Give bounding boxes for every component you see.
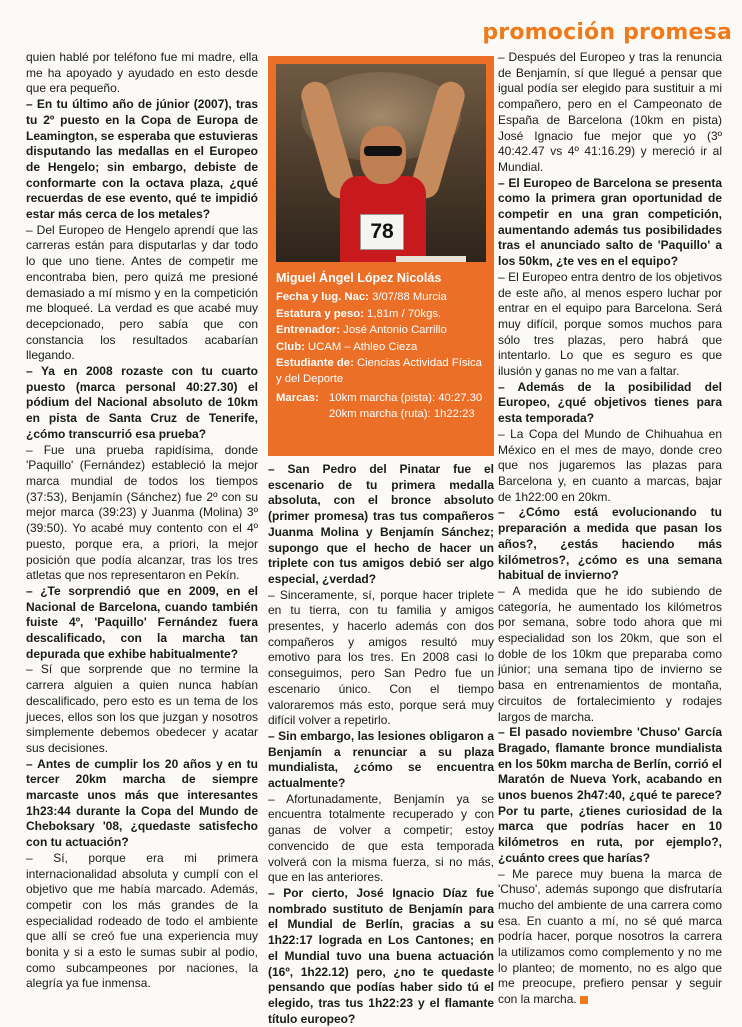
interview-answer: quien hablé por teléfono fue mi madre, ella me ha apoyado y ayudado en esto desde que era pequeño.: [26, 50, 258, 96]
interview-question: – Además de la posibilidad del Europeo, ¿qué objetivos tienes para esta temporada?: [498, 379, 722, 426]
profile-row-value: UCAM – Athleo Cieza: [308, 340, 418, 353]
athlete-profile-box: [268, 56, 494, 456]
interview-question: – San Pedro del Pinatar fue el escenario de tu primera medalla absoluta, con el bronce absoluto (primer promesa) tras tus compañeros Juanma Molina y Benjamín Sánchez; supongo que el hecho de hacer un triplete con tus amigos debió ser algo especial, ¿verdad?: [268, 462, 494, 586]
interview-answer: – Sí, porque era mi primera internacionalidad absoluta y cumplí con el objetivo que me había marcado. Además, competir con los más grandes de la especialidad rodeado de todo el ambiente que allí se creó fue una experiencia muy bonita y si a esto le sumas subir al podio, como subcampeones por naciones, la alegría ya fue inmensa.: [26, 850, 258, 991]
profile-row: [276, 289, 488, 305]
profile-row-label: Club:: [276, 340, 305, 353]
text-column-2: [268, 462, 494, 1027]
interview-question: – En tu último año de júnior (2007), tras tu 2º puesto en la Copa de Europa de Leamington, se esperaba que estuvieras disputando las medallas en el Europeo de Hengelo; sin embargo, debiste de conformarte con la octava plaza, ¿qué recuerdas de ese evento, qué te impidió estar más cerca de los metales?: [26, 97, 258, 222]
interview-question: – Antes de cumplir los 20 años y en tu tercer 20km marcha de siempre marcaste unos más que interesantes 1h23:44 durante la Copa del Mundo de Cheboksary '08, ¿quedaste satisfecho con tu actuación?: [26, 756, 258, 850]
profile-row-value: 3/07/88 Murcia: [372, 291, 447, 304]
text-column-1: [26, 50, 258, 992]
profile-row: [276, 339, 488, 355]
profile-row-label: Entrenador:: [276, 324, 341, 337]
profile-row-label: Estudiante de:: [276, 357, 354, 370]
interview-answer: – Me parece muy buena la marca de 'Chuso', además supongo que disfrutaría mucho del ambiente de una carrera como esa. En cuanto a mí, no sé qué marca podría hacer, porque nosotros la carrera la utilizamos como complemento y no me lo planteo; de momento, no es algo que me preocupe, prefiero pensar y seguir con la marcha.: [498, 866, 722, 1007]
interview-answer: – Del Europeo de Hengelo aprendí que las carreras están para disputarlas y dar todo lo que uno tiene. Antes de competir me encontraba bien, pero quizá me presioné demasiado a mí mismo y en la competición me bloqueé. La verdad es que acabé muy decepcionado, pero sabía que con constancia los resultados acabarían llegando.: [26, 222, 258, 363]
personal-mark: 20km marcha (ruta): 1h22:23: [329, 408, 475, 421]
profile-row-value: José Antonio Carrillo: [343, 324, 447, 337]
interview-question: – Ya en 2008 rozaste con tu cuarto puesto (marca personal 40:27.30) el pódium del Nacional absoluto de 10km en pista de Santa Cruz de Tenerife, ¿cómo transcurrió esa prueba?: [26, 364, 258, 441]
interview-answer: – A medida que he ido subiendo de categoría, he aumentado los kilómetros por semana, sobre todo ahora que mi especialidad son los 20km, que son el doble de los 10km que preparaba como júnior; una semana tipo de invierno se basa en entrenamientos de montaña, circuitos de fortalecimiento y rodajes largos de marcha.: [498, 583, 722, 724]
interview-answer: – Fue una prueba rapidísima, donde 'Paquillo' (Fernández) estableció la mejor marca mundial de todos los tiempos (37:53), Benjamín (Sánchez) fue 2º con su mejor marca (39:23) y Juanma (Molina) 3º (39:50). Yo acabé muy contento con el 4º puesto, porque era, a priori, la mejor posición que podía alcanzar, tras los tres atletas que nos representaron en Pekín.: [26, 442, 258, 583]
interview-question: – ¿Te sorprendió que en 2009, en el Nacional de Barcelona, cuando también fuiste 4º, 'Paquillo' Fernández fuera descalificado, con la marcha tan depurada que exhibe habitualmente?: [26, 583, 258, 661]
end-of-article-marker: [580, 996, 588, 1004]
interview-answer: – La Copa del Mundo de Chihuahua en México en el mes de mayo, donde creo que nos jugaremos las plazas para Barcelona y, en cuanto a marcas, bajar de 1h22:00 en 20km.: [498, 426, 722, 504]
athlete-photo: [276, 64, 486, 262]
race-bib-number: 78: [360, 214, 404, 250]
profile-row-label: Estatura y peso:: [276, 307, 364, 320]
profile-row-value: Ciencias Actividad Física y del Deporte: [276, 357, 482, 386]
interview-question: – Sin embargo, las lesiones obligaron a Benjamín a renunciar a su plaza mundialista, ¿cómo se encuentra actualmente?: [268, 728, 494, 791]
text-column-3: [498, 50, 722, 1008]
interview-answer: – El Europeo entra dentro de los objetivos de este año, al menos espero luchar por entrar en el equipo para Barcelona. Será muy difícil, porque somos muchos para sólo tres plazas, pero habrá que intentarlo. Lo que es seguro es que ilusión y ganas no me van a faltar.: [498, 269, 722, 379]
interview-answer: – Afortunadamente, Benjamín ya se encuentra totalmente recuperado y con ganas de volver a competir; estoy convencido de que esta temporada volverá con la misma fuerza, si no más, que en las anteriores.: [268, 791, 494, 885]
profile-row-value: 1,81m / 70kgs.: [367, 307, 442, 320]
profile-row-label: Fecha y lug. Nac:: [276, 291, 369, 304]
interview-answer: – Sinceramente, sí, porque hacer triplete en tu tierra, con tu familia y amigos presentes, y hacerlo además con dos compañeros y amigos resultó muy emotivo para los tres. En 2008 casi lo conseguimos, pero San Pedro fue un escenario único. Con el tiempo valoraremos más esto, porque será muy difícil volver a repetirlo.: [268, 587, 494, 728]
personal-mark: 10km marcha (pista): 40:27.30: [329, 391, 483, 404]
marks-label: Marcas:: [276, 391, 319, 404]
interview-question: – ¿Cómo está evolucionando tu preparación a medida que pasan los años?, ¿estás haciendo más kilómetros?, ¿cómo es una semana habitual de invierno?: [498, 505, 722, 583]
athlete-name: Miguel Ángel López Nicolás: [276, 271, 442, 285]
interview-question: – Por cierto, José Ignacio Díaz fue nombrado sustituto de Benjamín para el Mundial de Berlín, gracias a su 1h22:17 lograda en Los Cantones; en el Mundial tuvo una buena actuación (16º, 1h22.12) pero, ¿no te quedaste pensando que podías haber sido tú el elegido, tras tus 1h22:23 y el flamante título europeo?: [268, 885, 494, 1026]
interview-question: – El Europeo de Barcelona se presenta como la primera gran oportunidad de competir en una gran competición, aumentando además tus posibilidades tras el anunciado salto de 'Paquillo' a los 50km, ¿te ves en el equipo?: [498, 175, 722, 269]
interview-answer: – Después del Europeo y tras la renuncia de Benjamín, sí que llegué a pensar que igual podía ser elegido para sustituir a mi compañero, pero en el Campeonato de España de Barcelona (10km en pista) José Ignacio fue mejor que yo (3º 40:42.47 vs 4º 41:16.29) y mereció ir al Mundial.: [498, 50, 722, 174]
profile-marks: [276, 390, 488, 423]
profile-rows: [276, 289, 488, 387]
section-title: promoción promesa: [482, 20, 732, 45]
profile-details: [276, 270, 488, 423]
interview-question: – El pasado noviembre 'Chuso' García Bragado, flamante bronce mundialista en los 50km marcha de Berlín, corrió el Maratón de Nueva York, acabando en unos buenos 2h47:40, ¿qué te parece? Por tu parte, ¿tienes curiosidad de la marca que podrías hacer en 10 kilómetros en ruta, por ejemplo?, ¿cuánto crees que harías?: [498, 725, 722, 865]
marks-values: [329, 390, 488, 423]
profile-row: [276, 322, 488, 338]
interview-answer: – Sí que sorprende que no termine la carrera alguien a quien nunca habían descalificado, pero esto es un tema de los jueces, ellos son los que juzgan y nosotros simplemente debemos obedecer y acatar sus decisiones.: [26, 662, 258, 755]
profile-row: [276, 306, 488, 322]
profile-row: [276, 355, 488, 388]
